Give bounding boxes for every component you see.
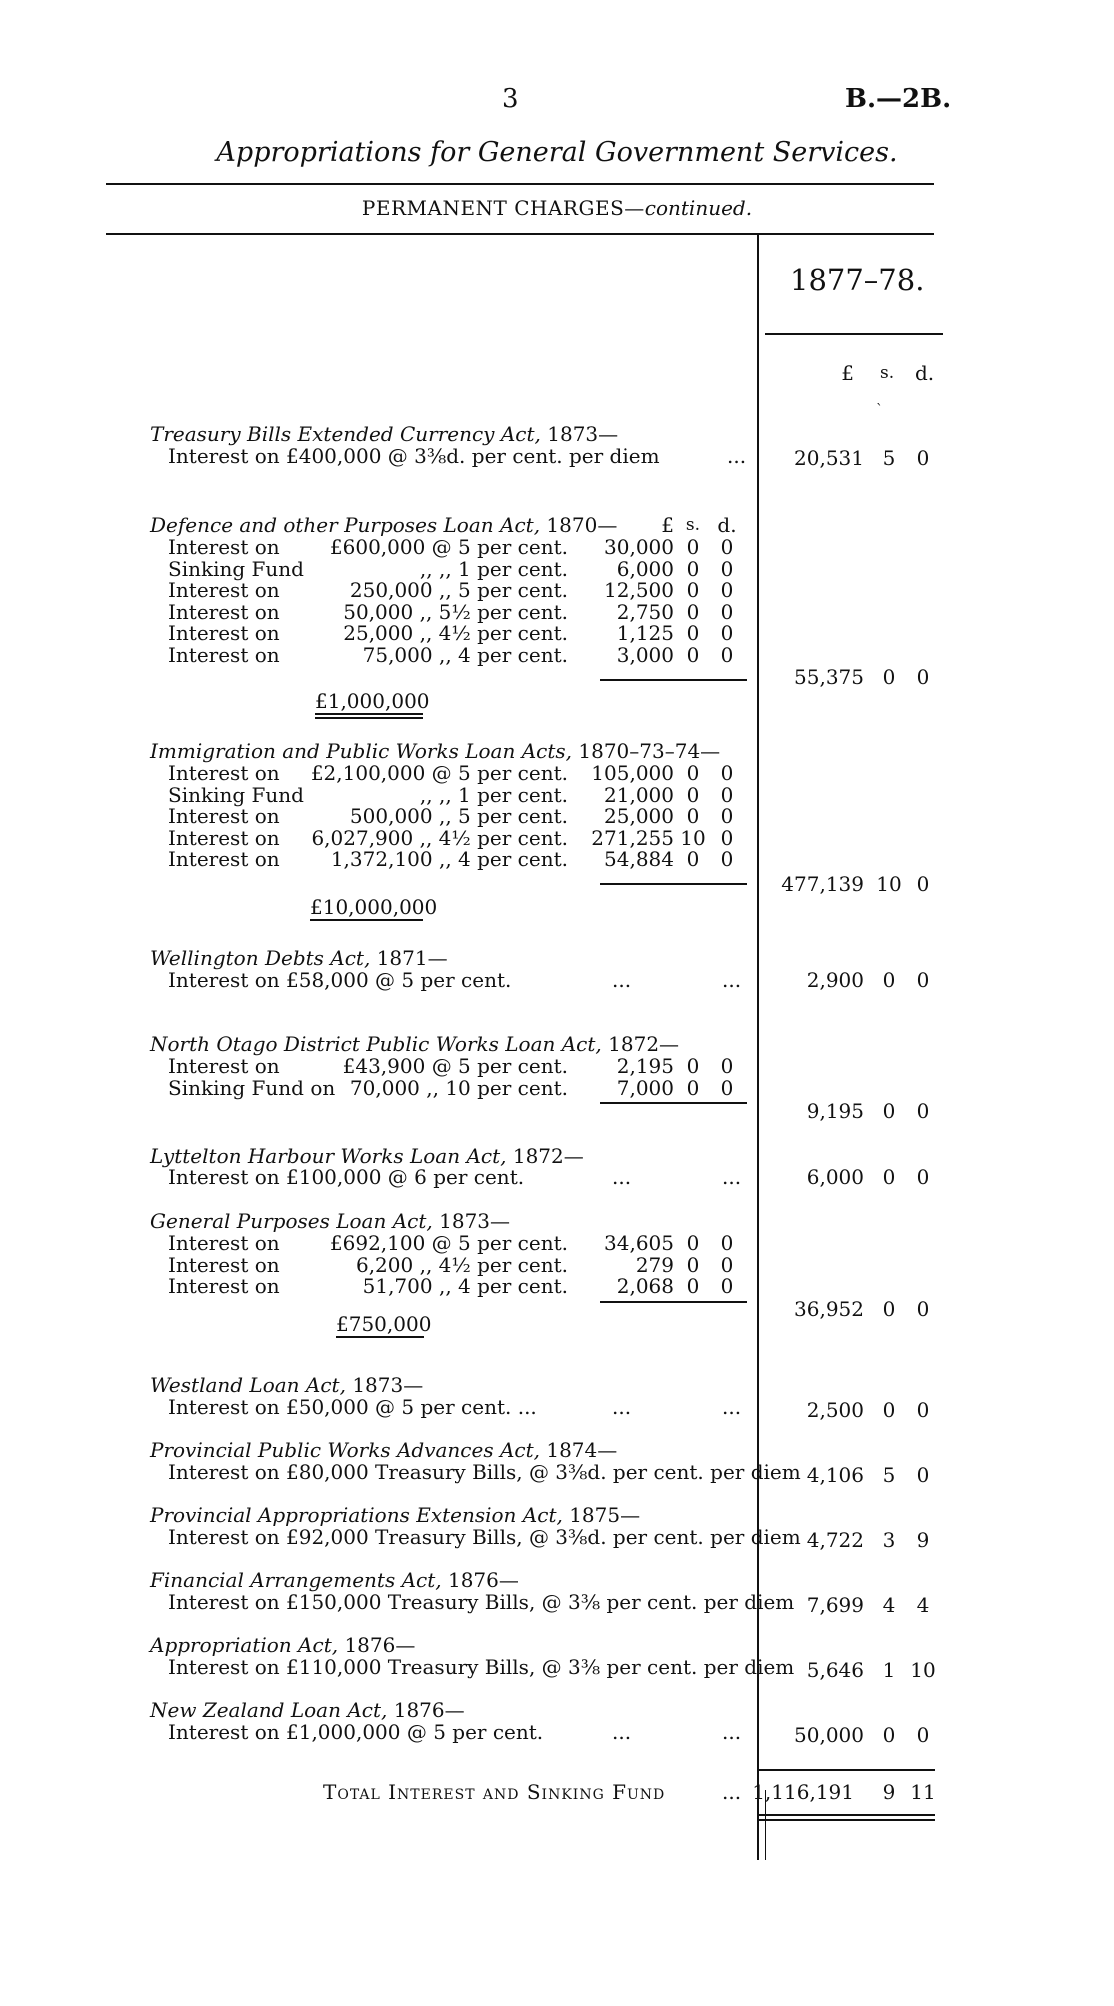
row-pound: 2,195 bbox=[616, 1054, 674, 1078]
row-principal: 6,200 ,, 4½ per cent. bbox=[355, 1252, 568, 1277]
row-s: 0 bbox=[686, 1075, 700, 1100]
total-pound: 2,500 bbox=[806, 1398, 864, 1422]
row-d: 0 bbox=[720, 1231, 734, 1255]
total-s: 0 bbox=[882, 1099, 896, 1123]
row-pound: 34,605 bbox=[604, 1231, 674, 1255]
pound-header: £ bbox=[841, 361, 854, 385]
grand-total-pound: 1,116,191 bbox=[752, 1780, 854, 1804]
total-pound: 5,646 bbox=[806, 1658, 864, 1682]
row-s: 0 bbox=[686, 556, 700, 581]
total-s: 4 bbox=[882, 1593, 896, 1617]
row-principal: 500,000 ,, 5 per cent. bbox=[349, 804, 568, 828]
row-s: 0 bbox=[686, 1054, 700, 1078]
row-label: Sinking Fund bbox=[168, 782, 304, 807]
row-label: Interest on bbox=[168, 1252, 280, 1277]
total-pound: 2,900 bbox=[806, 968, 864, 992]
row-pound: 1,125 bbox=[616, 621, 674, 645]
row-d: 0 bbox=[720, 1054, 734, 1078]
row-s: 0 bbox=[686, 578, 700, 602]
shillings-header: s. bbox=[880, 363, 895, 383]
row-principal: 250,000 ,, 5 per cent. bbox=[349, 578, 568, 602]
row-d: 0 bbox=[720, 804, 734, 828]
total-d: 0 bbox=[916, 446, 930, 470]
leader-dots: ... bbox=[727, 444, 747, 468]
charge-line: Interest on £80,000 Treasury Bills, @ 3⅜d. per cent. per diem bbox=[168, 1460, 801, 1484]
total-pound: 4,106 bbox=[806, 1463, 864, 1487]
row-pound: 271,255 bbox=[591, 825, 674, 850]
total-d: 0 bbox=[916, 665, 930, 689]
section-heading: North Otago District Public Works Loan Act, 1872— bbox=[150, 1032, 680, 1056]
row-principal: 50,000 ,, 5½ per cent. bbox=[343, 599, 568, 624]
row-principal: ,, ,, 1 per cent. bbox=[419, 556, 568, 581]
row-s: 0 bbox=[686, 621, 700, 645]
row-label: Interest on bbox=[168, 578, 280, 602]
total-s: 3 bbox=[882, 1528, 896, 1552]
total-pound: 4,722 bbox=[806, 1528, 864, 1552]
total-s: 0 bbox=[882, 1398, 896, 1422]
row-principal: 25,000 ,, 4½ per cent. bbox=[343, 621, 568, 645]
sub-d-header: d. bbox=[717, 513, 737, 537]
row-d: 0 bbox=[720, 847, 734, 871]
total-pound: 6,000 bbox=[806, 1165, 864, 1189]
capital-rule bbox=[336, 1336, 424, 1338]
subtotal-rule bbox=[600, 1102, 747, 1104]
charge-line: Interest on £100,000 @ 6 per cent. bbox=[168, 1165, 525, 1189]
section-heading: New Zealand Loan Act, 1876— bbox=[150, 1698, 465, 1722]
total-s: 5 bbox=[882, 446, 896, 470]
row-d: 0 bbox=[720, 761, 734, 785]
section-heading: General Purposes Loan Act, 1873— bbox=[150, 1209, 511, 1233]
row-pound: 12,500 bbox=[604, 578, 674, 602]
section-heading: Lyttelton Harbour Works Loan Act, 1872— bbox=[150, 1144, 584, 1168]
row-s: 0 bbox=[686, 642, 700, 667]
subtitle-rule bbox=[106, 233, 934, 235]
leader-dots: ... bbox=[722, 968, 742, 992]
year-rule bbox=[765, 333, 943, 335]
row-s: 0 bbox=[686, 599, 700, 624]
total-pound: 20,531 bbox=[794, 446, 864, 470]
grand-total-double-rule bbox=[757, 1814, 935, 1816]
total-d: 0 bbox=[916, 1723, 930, 1747]
total-s: 0 bbox=[882, 665, 896, 689]
row-d: 0 bbox=[720, 1274, 734, 1298]
section-heading: Defence and other Purposes Loan Act, 1870— bbox=[150, 513, 618, 537]
capital-amount: £750,000 bbox=[336, 1312, 432, 1336]
total-pound: 50,000 bbox=[794, 1723, 864, 1747]
section-heading: Westland Loan Act, 1873— bbox=[150, 1373, 424, 1397]
total-d: 0 bbox=[916, 872, 930, 896]
grand-total-label: Total Interest and Sinking Fund bbox=[323, 1780, 666, 1804]
row-d: 0 bbox=[720, 556, 734, 581]
column-divider bbox=[757, 235, 759, 1860]
section-heading: Immigration and Public Works Loan Acts, 1870–73–74— bbox=[150, 739, 721, 763]
row-label: Interest on bbox=[168, 1054, 280, 1078]
row-d: 0 bbox=[720, 599, 734, 624]
row-pound: 3,000 bbox=[616, 642, 674, 667]
capital-rule bbox=[315, 713, 423, 715]
total-s: 10 bbox=[876, 872, 902, 896]
total-pound: 477,139 bbox=[781, 872, 864, 896]
row-pound: 7,000 bbox=[616, 1075, 674, 1100]
total-d: 0 bbox=[916, 1297, 930, 1321]
total-pound: 7,699 bbox=[806, 1593, 864, 1617]
charge-line: Interest on £1,000,000 @ 5 per cent. bbox=[168, 1720, 544, 1744]
total-s: 0 bbox=[882, 1165, 896, 1189]
row-pound: 21,000 bbox=[604, 782, 674, 807]
charge-line: Interest on £50,000 @ 5 per cent. ... bbox=[168, 1395, 537, 1419]
row-label: Sinking Fund on bbox=[168, 1075, 336, 1100]
row-principal: 70,000 ,, 10 per cent. bbox=[349, 1075, 568, 1100]
charge-line: Interest on £150,000 Treasury Bills, @ 3⅜ per cent. per diem bbox=[168, 1590, 795, 1614]
row-pound: 25,000 bbox=[604, 804, 674, 828]
total-d: 0 bbox=[916, 1099, 930, 1123]
grand-total-double-rule-2 bbox=[757, 1819, 935, 1821]
charge-line: Interest on £400,000 @ 3⅜d. per cent. per diem bbox=[168, 444, 660, 468]
total-s: 1 bbox=[882, 1658, 896, 1682]
page-title: Appropriations for General Government Services. bbox=[216, 137, 898, 168]
row-d: 0 bbox=[720, 825, 734, 850]
row-label: Interest on bbox=[168, 804, 280, 828]
row-s: 0 bbox=[686, 782, 700, 807]
charge-line: Interest on £92,000 Treasury Bills, @ 3⅜d. per cent. per diem bbox=[168, 1525, 801, 1549]
row-principal: £2,100,000 @ 5 per cent. bbox=[310, 761, 568, 785]
row-principal: ,, ,, 1 per cent. bbox=[419, 782, 568, 807]
row-pound: 2,750 bbox=[616, 599, 674, 624]
row-principal: £692,100 @ 5 per cent. bbox=[329, 1231, 568, 1255]
total-pound: 9,195 bbox=[806, 1099, 864, 1123]
row-label: Interest on bbox=[168, 642, 280, 667]
subtotal-rule bbox=[600, 679, 747, 681]
row-principal: £600,000 @ 5 per cent. bbox=[329, 535, 568, 559]
total-pound: 36,952 bbox=[794, 1297, 864, 1321]
section-heading: Wellington Debts Act, 1871— bbox=[150, 946, 448, 970]
row-pound: 105,000 bbox=[591, 761, 674, 785]
row-d: 0 bbox=[720, 1252, 734, 1277]
capital-amount: £1,000,000 bbox=[315, 689, 430, 713]
row-s: 0 bbox=[686, 761, 700, 785]
total-d: 9 bbox=[916, 1528, 930, 1552]
row-principal: £43,900 @ 5 per cent. bbox=[342, 1054, 568, 1078]
row-pound: 30,000 bbox=[604, 535, 674, 559]
row-label: Interest on bbox=[168, 847, 280, 871]
row-pound: 2,068 bbox=[616, 1274, 674, 1298]
total-d: 4 bbox=[916, 1593, 930, 1617]
total-d: 0 bbox=[916, 968, 930, 992]
leader-dots: ... bbox=[722, 1165, 742, 1189]
row-pound: 6,000 bbox=[616, 556, 674, 581]
grand-total-s: 9 bbox=[882, 1780, 896, 1804]
row-s: 0 bbox=[686, 804, 700, 828]
row-label: Sinking Fund bbox=[168, 556, 304, 581]
leader-dots: ... bbox=[612, 1395, 632, 1419]
row-label: Interest on bbox=[168, 535, 280, 559]
row-s: 0 bbox=[686, 847, 700, 871]
row-label: Interest on bbox=[168, 621, 280, 645]
subtotal-rule bbox=[600, 1301, 747, 1303]
total-d: 10 bbox=[910, 1658, 936, 1682]
pence-header: d. bbox=[915, 361, 935, 385]
row-principal: 51,700 ,, 4 per cent. bbox=[362, 1274, 568, 1298]
row-principal: 1,372,100 ,, 4 per cent. bbox=[330, 847, 568, 871]
section-subtitle: PERMANENT CHARGES—continued. bbox=[361, 196, 753, 220]
row-d: 0 bbox=[720, 782, 734, 807]
capital-rule bbox=[310, 919, 423, 921]
row-s: 10 bbox=[680, 825, 706, 850]
total-d: 0 bbox=[916, 1398, 930, 1422]
leader-dots: ... bbox=[612, 1165, 632, 1189]
leader-dots: ... bbox=[722, 1780, 742, 1804]
page-number: 3 bbox=[502, 84, 519, 114]
total-s: 0 bbox=[882, 1297, 896, 1321]
section-heading: Appropriation Act, 1876— bbox=[150, 1633, 416, 1657]
row-pound: 279 bbox=[635, 1252, 674, 1277]
leader-dots: ... bbox=[722, 1720, 742, 1744]
title-rule bbox=[106, 183, 934, 185]
sub-s-header: s. bbox=[685, 515, 701, 535]
total-s: 0 bbox=[882, 1723, 896, 1747]
row-principal: 6,027,900 ,, 4½ per cent. bbox=[311, 825, 568, 850]
total-d: 0 bbox=[916, 1463, 930, 1487]
charge-line: Interest on £58,000 @ 5 per cent. bbox=[168, 968, 512, 992]
row-d: 0 bbox=[720, 642, 734, 667]
row-s: 0 bbox=[686, 1274, 700, 1298]
capital-rule-2 bbox=[315, 717, 423, 719]
row-label: Interest on bbox=[168, 599, 280, 624]
grand-total-d: 11 bbox=[910, 1780, 936, 1804]
charge-line: Interest on £110,000 Treasury Bills, @ 3⅜ per cent. per diem bbox=[168, 1655, 795, 1679]
row-label: Interest on bbox=[168, 825, 280, 850]
row-label: Interest on bbox=[168, 1274, 280, 1298]
row-pound: 54,884 bbox=[604, 847, 674, 871]
row-principal: 75,000 ,, 4 per cent. bbox=[362, 642, 568, 667]
grand-total-rule bbox=[757, 1769, 935, 1771]
row-s: 0 bbox=[686, 535, 700, 559]
row-label: Interest on bbox=[168, 761, 280, 785]
section-heading: Provincial Public Works Advances Act, 1874— bbox=[150, 1438, 618, 1462]
row-d: 0 bbox=[720, 535, 734, 559]
row-d: 0 bbox=[720, 1075, 734, 1100]
total-s: 5 bbox=[882, 1463, 896, 1487]
row-d: 0 bbox=[720, 621, 734, 645]
total-pound: 55,375 bbox=[794, 665, 864, 689]
section-heading: Treasury Bills Extended Currency Act, 1873— bbox=[150, 422, 619, 446]
row-d: 0 bbox=[720, 578, 734, 602]
financial-year: 1877–78. bbox=[790, 263, 925, 297]
row-s: 0 bbox=[686, 1231, 700, 1255]
leader-dots: ... bbox=[612, 1720, 632, 1744]
total-d: 0 bbox=[916, 1165, 930, 1189]
total-s: 0 bbox=[882, 968, 896, 992]
section-heading: Provincial Appropriations Extension Act, 1875— bbox=[150, 1503, 641, 1527]
tick-mark: ` bbox=[876, 402, 883, 418]
row-s: 0 bbox=[686, 1252, 700, 1277]
capital-amount: £10,000,000 bbox=[310, 895, 438, 919]
section-heading: Financial Arrangements Act, 1876— bbox=[150, 1568, 519, 1592]
subtotal-rule bbox=[600, 883, 747, 885]
leader-dots: ... bbox=[722, 1395, 742, 1419]
document-reference: B.—2B. bbox=[845, 84, 952, 114]
sub-pound-header: £ bbox=[661, 513, 674, 537]
row-label: Interest on bbox=[168, 1231, 280, 1255]
leader-dots: ... bbox=[612, 968, 632, 992]
